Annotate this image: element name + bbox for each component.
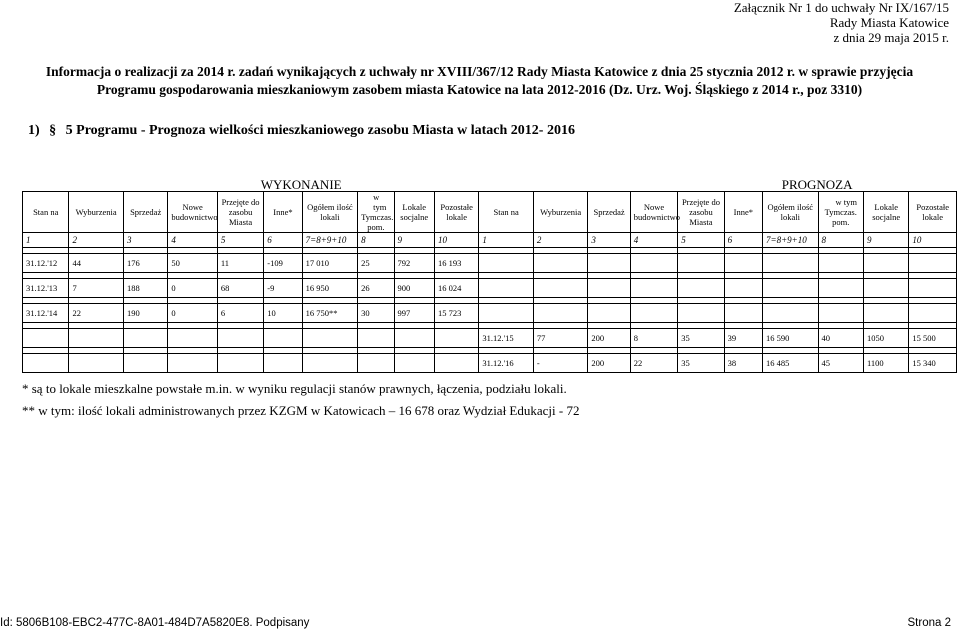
section-number: 1): [28, 123, 40, 138]
col-wyburzenia-r: Wyburzenia: [533, 192, 588, 233]
cell: 1100: [863, 354, 908, 373]
cell: 30: [358, 304, 394, 323]
cell: 200: [588, 354, 630, 373]
cell: -9: [264, 279, 302, 298]
cell: 1050: [863, 329, 908, 348]
cell: 31.12.'16: [479, 354, 534, 373]
page-number: Strona 2: [907, 617, 951, 629]
num-cell: 8: [818, 233, 863, 248]
cell: 900: [394, 279, 434, 298]
cell: 16 590: [763, 329, 819, 348]
footnote-1: * są to lokale mieszkalne powstałe m.in. w wyniku regulacji stanów prawnych, łączenia, podziału lokali.: [22, 381, 567, 396]
col-nowe-budownictwo: Nowe budownictwo: [168, 192, 217, 233]
num-cell: 3: [588, 233, 630, 248]
table-row: [23, 329, 957, 348]
num-cell: 7=8+9+10: [763, 233, 819, 248]
cell: 31.12.'13: [23, 279, 69, 298]
table-row: [23, 254, 957, 273]
cell: -: [533, 354, 588, 373]
cell: 50: [168, 254, 217, 273]
cell: 22: [630, 354, 677, 373]
num-cell: 10: [434, 233, 478, 248]
cell: 176: [123, 254, 167, 273]
cell: 200: [588, 329, 630, 348]
section-heading: [28, 123, 575, 139]
cell: 35: [678, 354, 724, 373]
cell: 16 750**: [302, 304, 358, 323]
cell: 31.12.'14: [23, 304, 69, 323]
col-nowe-budownictwo-r: Nowe budownictwo: [630, 192, 677, 233]
num-cell: 6: [264, 233, 302, 248]
cell: 190: [123, 304, 167, 323]
cell: -109: [264, 254, 302, 273]
cell: 31.12.'12: [23, 254, 69, 273]
cell: 16 485: [763, 354, 819, 373]
col-w-tym: w tym: [373, 192, 387, 212]
col-wyburzenia: Wyburzenia: [69, 192, 124, 233]
col-pozostale-r: Pozostałe lokale: [909, 192, 957, 233]
col-inne-r: Inne*: [724, 192, 762, 233]
col-przejete-r: Przejęte do zasobu Miasta: [678, 192, 724, 233]
cell: 44: [69, 254, 124, 273]
attachment-header: [734, 0, 949, 45]
cell: 6: [217, 304, 263, 323]
cell: 17 010: [302, 254, 358, 273]
group-prognoza: PROGNOZA: [781, 176, 853, 192]
paragraph-symbol: §: [49, 123, 57, 138]
cell: 11: [217, 254, 263, 273]
intro-line-1: Informacja o realizacji za 2014 r. zadań wynikających z uchwały nr XVIII/367/12 Rady Miasta Katowice z dnia 25 stycznia 2012 r. w sprawie przyjęcia: [45, 64, 914, 79]
cell: 26: [358, 279, 394, 298]
forecast-table: [22, 178, 957, 373]
col-stan-na-r: Stan na: [479, 192, 534, 233]
header-line-2: Rady Miasta Katowice: [829, 15, 949, 30]
col-ogolem: Ogółem ilość lokali: [302, 192, 358, 233]
header-line-1: Załącznik Nr 1 do uchwały Nr IX/167/15: [733, 0, 949, 15]
cell: 15 500: [909, 329, 957, 348]
num-cell: 5: [678, 233, 724, 248]
num-cell: 8: [358, 233, 394, 248]
num-cell: 4: [168, 233, 217, 248]
col-tymczas: [358, 192, 394, 233]
column-header-row: [23, 192, 957, 233]
cell: 39: [724, 329, 762, 348]
footnote-2: ** w tym: ilość lokali administrowanych przez KZGM w Katowicach – 16 678 oraz Wydział Edukacji - 72: [22, 403, 580, 418]
cell: 10: [264, 304, 302, 323]
col-tymczas-label-r: Tymczas. pom.: [824, 207, 857, 227]
num-cell: 9: [863, 233, 908, 248]
col-w-tym-r: w tym: [835, 197, 858, 207]
num-cell: 6: [724, 233, 762, 248]
group-wykonanie: WYKONANIE: [260, 176, 342, 192]
table-row: [23, 354, 957, 373]
intro-line-2: Programu gospodarowania mieszkaniowym zasobem miasta Katowice na lata 2012-2016 (Dz. Urz. Woj. Śląskiego z 2014 r., poz 3310): [96, 82, 863, 97]
table-row: [23, 279, 957, 298]
col-ogolem-r: Ogółem ilość lokali: [763, 192, 819, 233]
table-row: [23, 304, 957, 323]
num-cell: 4: [630, 233, 677, 248]
cell: 0: [168, 279, 217, 298]
group-header-row: [23, 178, 957, 192]
cell: 35: [678, 329, 724, 348]
cell: 77: [533, 329, 588, 348]
num-cell: 1: [23, 233, 69, 248]
section-title: 5 Programu - Prognoza wielkości mieszkaniowego zasobu Miasta w latach 2012- 2016: [65, 123, 575, 138]
cell: 792: [394, 254, 434, 273]
cell: 188: [123, 279, 167, 298]
cell: 31.12.'15: [479, 329, 534, 348]
num-cell: 2: [69, 233, 124, 248]
cell: 16 024: [434, 279, 478, 298]
cell: 16 950: [302, 279, 358, 298]
header-line-3: z dnia 29 maja 2015 r.: [833, 30, 949, 45]
col-sprzedaz: Sprzedaż: [123, 192, 167, 233]
column-number-row: [23, 233, 957, 248]
cell: 45: [818, 354, 863, 373]
num-cell: 7=8+9+10: [302, 233, 358, 248]
cell: 997: [394, 304, 434, 323]
num-cell: 2: [533, 233, 588, 248]
num-cell: 10: [909, 233, 957, 248]
cell: 15 723: [434, 304, 478, 323]
cell: 38: [724, 354, 762, 373]
num-cell: 3: [123, 233, 167, 248]
cell: 22: [69, 304, 124, 323]
cell: 0: [168, 304, 217, 323]
num-cell: 5: [217, 233, 263, 248]
intro-title: [0, 63, 959, 99]
cell: 16 193: [434, 254, 478, 273]
col-pozostale: Pozostałe lokale: [434, 192, 478, 233]
col-stan-na: Stan na: [23, 192, 69, 233]
col-sprzedaz-r: Sprzedaż: [588, 192, 630, 233]
cell: 15 340: [909, 354, 957, 373]
cell: 68: [217, 279, 263, 298]
cell: 25: [358, 254, 394, 273]
col-tymczas-r: [818, 192, 863, 233]
cell: 40: [818, 329, 863, 348]
num-cell: 9: [394, 233, 434, 248]
col-socjalne: Lokale socjalne: [394, 192, 434, 233]
cell: 8: [630, 329, 677, 348]
document-id: Id: 5806B108-EBC2-477C-8A01-484D7A5820E8. Podpisany: [0, 617, 310, 629]
num-cell: 1: [479, 233, 534, 248]
col-tymczas-label: Tymczas. pom.: [361, 212, 394, 232]
col-inne: Inne*: [264, 192, 302, 233]
col-przejete: Przejęte do zasobu Miasta: [217, 192, 263, 233]
cell: 7: [69, 279, 124, 298]
col-socjalne-r: Lokale socjalne: [863, 192, 908, 233]
